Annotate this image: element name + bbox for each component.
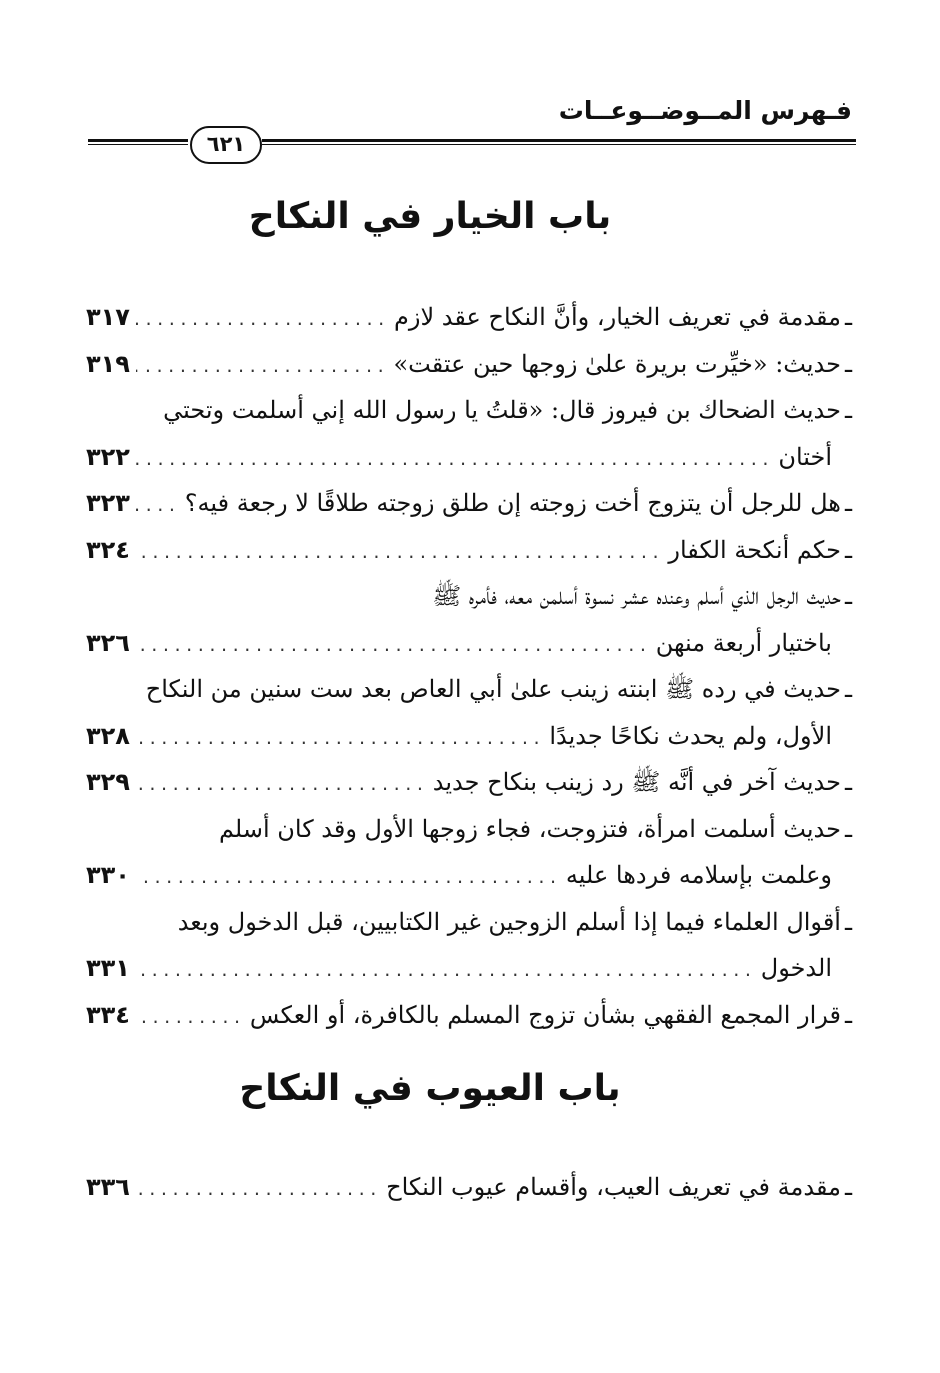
entry-dash: ـ	[844, 768, 852, 796]
entry-page-number: ٣٢٢	[86, 442, 130, 471]
toc-entry-line	[86, 852, 852, 899]
entry-page-number: ٣٣٤	[86, 1000, 130, 1029]
toc-entry-line	[86, 992, 852, 1039]
entry-text: باختيار أربعة منهن	[655, 628, 832, 657]
entry-text: حكم أنكحة الكفار	[668, 535, 841, 564]
dot-leader	[136, 716, 543, 763]
entry-dash: ـ	[844, 349, 852, 378]
toc-entry-line	[86, 620, 852, 667]
dot-leader	[136, 762, 427, 809]
dot-leader	[136, 948, 755, 995]
toc-entry-line	[86, 527, 852, 574]
toc-entry-line	[86, 945, 852, 992]
dot-leader	[136, 437, 772, 484]
entry-text: هل للرجل أن يتزوج أخت زوجته إن طلق زوجته طلاقًا لا رجعة فيه؟	[184, 489, 841, 517]
page-number-badge: ٦٢١	[190, 126, 262, 164]
entry-text: حديث: «خيِّرت بريرة علىٰ زوجها حين عتقت»	[393, 349, 841, 378]
entry-dash: ـ	[844, 489, 852, 517]
entry-dash: ـ	[844, 907, 852, 936]
dot-leader	[136, 855, 560, 902]
entry-page-number: ٣٣١	[86, 954, 130, 982]
entry-page-number: ٣٢٤	[86, 535, 130, 564]
entry-dash: ـ	[844, 303, 852, 331]
section-title-khiyar: باب الخيار في النكاح	[248, 196, 612, 237]
entry-dash: ـ	[844, 582, 852, 610]
dot-leader	[136, 995, 244, 1042]
toc-entry-line	[86, 713, 852, 760]
toc-entry-line	[86, 666, 852, 713]
toc-entry-line	[86, 434, 852, 481]
header-rule-left	[88, 139, 188, 145]
entry-text: حديث أسلمت امرأة، فتزوجت، فجاء زوجها الأول وقد كان أسلم	[218, 814, 841, 843]
entry-text: أختان	[778, 442, 832, 471]
entry-page-number: ٣٣٠	[86, 861, 130, 889]
entry-text: وعلمت بإسلامه فردها عليه	[565, 861, 832, 889]
dot-leader	[136, 1167, 380, 1214]
entry-text: حديث الضحاك بن فيروز قال: «قلتُ يا رسول الله إني أسلمت وتحتي	[163, 396, 841, 424]
entry-page-number: ٣١٧	[86, 303, 130, 331]
dot-leader	[136, 483, 179, 530]
dot-leader	[136, 623, 650, 670]
toc-entry-line	[86, 341, 852, 388]
toc-section-uyub	[86, 1164, 852, 1211]
dot-leader	[136, 344, 388, 391]
entry-text: حديث في رده ﷺ ابنته زينب علىٰ أبي العاص بعد ست سنين من النكاح	[145, 675, 841, 703]
toc-entry-line	[86, 759, 852, 806]
entry-text: الأول، ولم يحدث نكاحًا جديدًا	[549, 721, 832, 750]
toc-entry-line	[86, 294, 852, 341]
entry-text: قرار المجمع الفقهي بشأن تزوج المسلم بالكافرة، أو العكس	[249, 1000, 841, 1029]
entry-dash: ـ	[844, 675, 852, 703]
entry-text: مقدمة في تعريف الخيار، وأنَّ النكاح عقد لازم	[394, 303, 841, 331]
running-head-title: فـهرس المــوضــوعــات	[558, 96, 852, 125]
entry-dash: ـ	[844, 396, 852, 424]
toc-entry-line	[86, 806, 852, 853]
entry-dash: ـ	[844, 814, 852, 843]
entry-dash: ـ	[844, 1173, 852, 1201]
entry-page-number: ٣١٩	[86, 349, 130, 378]
entry-text: أقوال العلماء فيما إذا أسلم الزوجين غير الكتابيين، قبل الدخول وبعد	[177, 907, 841, 936]
dot-leader	[136, 530, 662, 577]
entry-dash: ـ	[844, 535, 852, 564]
toc-section-khiyar	[86, 294, 852, 1038]
toc-entry-line	[86, 899, 852, 946]
dot-leader	[136, 297, 388, 344]
entry-page-number: ٣٢٦	[86, 628, 130, 657]
toc-entry-line	[86, 573, 852, 620]
entry-page-number: ٣٣٦	[86, 1173, 130, 1201]
toc-entry-line	[86, 1164, 852, 1211]
toc-entry-line	[86, 387, 852, 434]
entry-text: مقدمة في تعريف العيب، وأقسام عيوب النكاح	[386, 1173, 841, 1201]
entry-page-number: ٣٢٣	[86, 489, 130, 517]
toc-entry-line	[86, 480, 852, 527]
header-rule-right	[262, 139, 856, 145]
entry-page-number: ٣٢٨	[86, 721, 130, 750]
entry-text: الدخول	[760, 954, 832, 982]
section-title-uyub: باب العيوب في النكاح	[239, 1068, 621, 1109]
entry-text: حديث الرجل الذي أسلم وعنده عشر نسوة أسلمن معه، فأمره ﷺ	[432, 582, 841, 610]
entry-page-number: ٣٢٩	[86, 768, 130, 796]
entry-dash: ـ	[844, 1000, 852, 1029]
entry-text: حديث آخر في أنَّه ﷺ رد زينب بنكاح جديد	[432, 768, 841, 796]
